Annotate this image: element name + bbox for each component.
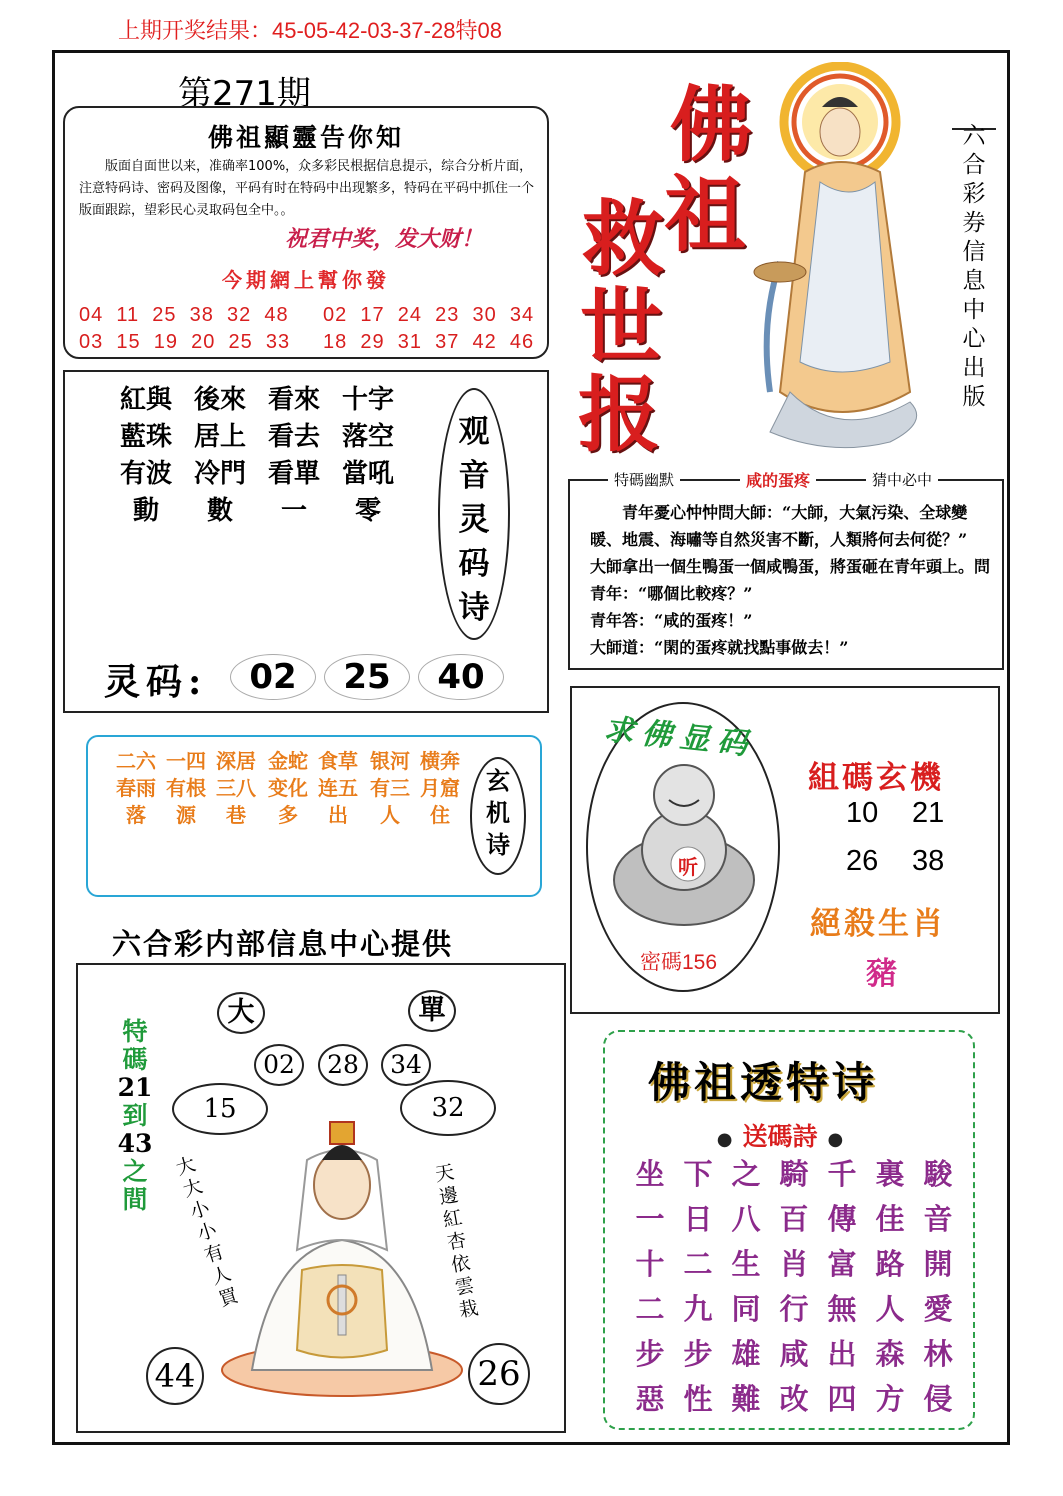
number: 02: [323, 304, 348, 326]
kill-value: 豬: [866, 956, 897, 992]
poem-column: 十字落空當吼零: [342, 385, 395, 526]
joke-line: 青年憂心忡忡問大師：“大師，大氣污染、全球變暖、地震、海嘯等自然災害不斷，人類將何去何從？”: [590, 503, 968, 549]
issue-number: 第271期: [178, 74, 311, 114]
number: 33: [265, 331, 291, 353]
number-row-1b: [323, 304, 534, 327]
standing-guanyin-illustration: [740, 62, 945, 462]
tema-label: 到: [122, 1101, 148, 1130]
big-circle: 大: [217, 992, 265, 1034]
right-poem-column: 騎百肖行咸改: [779, 1157, 809, 1416]
ling-number: 40: [418, 654, 504, 700]
number: 30: [472, 304, 497, 326]
poem-column: 後來居上冷門數: [194, 385, 247, 526]
previous-draw-result: 上期开奖结果：45-05-42-03-37-28特08: [118, 18, 502, 43]
number-row-2b: [323, 331, 534, 354]
notice-box: [63, 106, 549, 359]
xuanji-column: 一四有根源: [166, 749, 206, 827]
kill-title: 絕殺生肖: [810, 906, 946, 942]
right-poem-subtitle: ● 送碼詩 ●: [716, 1122, 844, 1151]
joke-line: 大師拿出一個生鴨蛋一個咸鴨蛋，將蛋砸在青年頭上。問青年：“哪個比較疼？”: [590, 557, 991, 603]
poem-column: 紅與藍珠有波動: [120, 385, 173, 526]
xuanji-label: 玄机诗: [486, 766, 510, 859]
number: 31: [397, 331, 422, 353]
left-oval-number: 15: [172, 1083, 268, 1135]
xuanji-column: 横奔月窟住: [420, 749, 460, 827]
joke-label-right: 猜中必中: [866, 469, 938, 490]
number: 17: [360, 304, 385, 326]
joke-label-mid: 咸的蛋疼: [740, 468, 816, 491]
group-number: 26: [846, 845, 879, 877]
number: 37: [435, 331, 460, 353]
number: 29: [360, 331, 385, 353]
group-number: 21: [912, 797, 945, 829]
number: 25: [152, 304, 177, 326]
notice-subtitle: 今期網上幫你發: [222, 268, 390, 292]
corner-number-left: 44: [146, 1347, 204, 1405]
notice-title: 佛祖顯靈告你知: [207, 123, 404, 152]
laughing-buddha-illustration: [604, 760, 764, 930]
tema-label: 間: [122, 1185, 148, 1214]
number: 19: [153, 331, 178, 353]
title-char: 佛: [669, 77, 752, 173]
xuanji-column: 金蛇变化多: [268, 749, 308, 827]
poem-column: 看來看去看單一: [268, 385, 321, 526]
number: 18: [323, 331, 348, 353]
joke-line: 青年答：“咸的蛋疼！”: [590, 611, 753, 630]
notice-body: 版面自面世以来，准确率100%，众多彩民根据信息提示，综合分析片面，注意特码诗、密码及图像，平码有时在特码中出现繁多，特码在平码中抓住一个版面跟踪，望彩民心灵取码包全中。。: [79, 159, 535, 218]
number: 42: [472, 331, 497, 353]
xuanji-column: 银河有三人: [370, 749, 410, 827]
title-char: 世: [579, 279, 662, 375]
joke-line: 大師道：“閑的蛋疼就找點事做去！”: [590, 638, 849, 657]
seated-guanyin-illustration: [212, 1100, 472, 1400]
tema-label: 特: [122, 1017, 148, 1046]
title-char: 报: [577, 367, 660, 463]
ling-number: 02: [230, 654, 316, 700]
top-number: 28: [318, 1044, 368, 1086]
xuanji-column: 深居三八巷: [216, 749, 256, 827]
number: 25: [228, 331, 253, 353]
right-poem-column: 之八生同雄難: [731, 1157, 761, 1416]
number: 11: [116, 304, 140, 326]
number: 46: [509, 331, 535, 353]
title-char: 祖: [663, 167, 746, 263]
tema-label: 之: [122, 1157, 148, 1186]
right-poem-column: 裏佳路人森方: [875, 1157, 905, 1416]
right-poem-column: 駿音開愛林侵: [923, 1157, 953, 1416]
right-poem-column: 坐一十二步惡: [635, 1157, 665, 1416]
tema-range: [116, 1018, 154, 1214]
right-verse: 天邊紅杏依雲栽: [433, 1161, 480, 1322]
tema-high: 43: [117, 1129, 153, 1158]
group-number: 38: [912, 845, 945, 877]
number: 32: [227, 304, 252, 326]
provider-line: 六合彩内部信息中心提供: [112, 927, 454, 961]
number-row-2: [79, 331, 290, 354]
number: 23: [435, 304, 460, 326]
top-number: 02: [254, 1044, 304, 1086]
listen-char: 听: [678, 855, 698, 879]
ling-label: 灵码:: [104, 661, 208, 703]
joke-label-left: 特碼幽默: [608, 469, 680, 490]
password: 密碼156: [640, 951, 718, 974]
number: 20: [191, 331, 216, 353]
buddha-arc-text: 求佛显码: [602, 712, 758, 763]
notice-wish: 祝君中奖，发大财！: [285, 226, 484, 252]
number: 48: [264, 304, 289, 326]
number: 04: [79, 304, 104, 326]
guanyin-poem-label: 观音灵码诗: [458, 414, 490, 626]
right-poem-column: 下日二九步性: [683, 1157, 713, 1416]
ling-number: 25: [324, 654, 410, 700]
group-number: 10: [846, 797, 879, 829]
xuanji-column: 二六春雨落: [116, 749, 156, 827]
subtitle-text: 送碼詩: [742, 1122, 818, 1151]
joke-body: [590, 499, 994, 661]
number: 03: [79, 331, 104, 353]
number: 38: [189, 304, 214, 326]
publisher: 六合彩券信息中心出版: [962, 123, 986, 410]
right-poem-column: 千傳富無出四: [827, 1157, 857, 1416]
right-poem-title: 佛祖透特诗: [648, 1058, 879, 1107]
xuanji-column: 食草连五出: [318, 749, 358, 827]
group-title: 組碼玄機: [808, 760, 944, 796]
number: 24: [397, 304, 422, 326]
top-number: 34: [381, 1044, 431, 1086]
title-char: 救: [581, 191, 664, 287]
number: 15: [116, 331, 141, 353]
tema-low: 21: [117, 1073, 153, 1102]
corner-number-right: 26: [468, 1343, 530, 1405]
joke-box: [568, 471, 1004, 670]
left-verse: 大大小小有人買: [173, 1153, 241, 1312]
number-row-1: [79, 304, 289, 327]
right-oval-number: 32: [400, 1080, 496, 1136]
tema-label: 碼: [122, 1045, 148, 1074]
number: 34: [509, 304, 535, 326]
single-circle: 單: [408, 990, 456, 1032]
